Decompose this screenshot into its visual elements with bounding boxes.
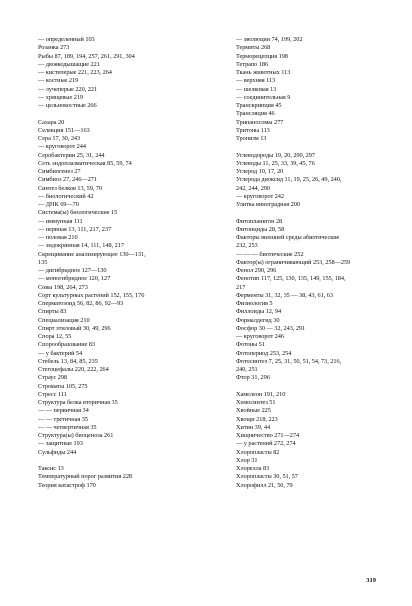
index-entry: — круговорот 242 xyxy=(236,192,284,200)
index-entry: 232, 253 xyxy=(236,242,258,250)
index-entry: Сеть эндоплазматическая 85, 59, 74 xyxy=(38,159,132,167)
index-entry: Тетрапо 186 xyxy=(236,60,269,68)
index-entry: Фотосинтез 7, 25, 31, 50, 51, 54, 73, 216, xyxy=(236,357,342,365)
index-entry: — моногибридное 120, 127 xyxy=(38,275,111,283)
index-gap xyxy=(236,383,386,391)
index-entry: Сперматозоид 56, 82, 86, 92—93 xyxy=(38,300,124,307)
index-entry: — двоякодышащие 221 xyxy=(38,60,100,68)
index-entry: — эволюции 74, 199, 202 xyxy=(236,36,303,43)
index-entry: Физиология 5 xyxy=(236,300,273,307)
index-entry: — биологический 42 xyxy=(38,192,94,200)
index-entry: Углерод 10, 17, 20 xyxy=(236,168,284,175)
index-entry: Фотопериод 253, 254 xyxy=(236,349,292,357)
index-entry: Спора 12, 55 xyxy=(38,333,72,340)
index-entry: Фенол 290, 296 xyxy=(236,267,277,274)
index-entry: Сера 17, 30, 243 xyxy=(38,135,81,142)
index-entry: 242, 244, 290 xyxy=(236,184,270,192)
index-entry: Система(ы) биологические 15 xyxy=(38,209,118,217)
index-entry: Симбиоз 27, 246—271 xyxy=(38,176,98,184)
index-entry: Фактор(ы) ограничивающий 253, 258—259 xyxy=(236,258,351,266)
index-entry: Селекция 151—163 xyxy=(38,126,90,134)
index-entry: Фотоны 51 xyxy=(236,341,265,349)
index-entry: Углерода диоксид 11, 19, 25, 26, 49, 240, xyxy=(236,176,342,184)
index-entry: Фенотип 117, 125, 130, 135, 149, 155, 184, xyxy=(236,275,346,283)
page-number: 319 xyxy=(366,577,376,584)
index-column-left xyxy=(38,36,216,490)
index-entry: Стебель 13, 84, 85, 235 xyxy=(38,357,98,365)
index-entry: Серобактерии 25, 31, 244 xyxy=(38,151,105,159)
index-entry: — — первичная 34 xyxy=(38,407,89,415)
index-entry: — половая 210 xyxy=(38,234,78,241)
index-entry: Теория катастроф 170 xyxy=(38,481,96,489)
index-entry: — нервная 13, 111, 217, 237 xyxy=(38,225,112,233)
index-gap xyxy=(38,110,216,118)
index-entry: Структура белка вторичная 35 xyxy=(38,399,118,406)
index-entry: Трансляция 46 xyxy=(236,110,275,118)
index-entry: — иммунная 111 xyxy=(38,217,83,225)
index-entry: Скрещивание анализирующее 130—131, xyxy=(38,250,146,258)
index-entry: — цельнокостные 266 xyxy=(38,102,97,109)
index-entry: — круговорот 246 xyxy=(236,333,284,340)
index-entry: Трипаносомы 277 xyxy=(236,118,284,126)
index-entry: Розанка 273 xyxy=(38,44,70,52)
index-entry: — определенный 103 xyxy=(38,36,95,43)
index-entry: Хамелеон 191, 210 xyxy=(236,390,286,398)
index-entry: — кистеперые 221, 223, 264 xyxy=(38,69,112,76)
index-entry: — эндокринная 14, 111, 148, 217 xyxy=(38,242,124,250)
index-entry: Стресс 111 xyxy=(38,390,67,398)
index-entry: Хвощи 218, 223 xyxy=(236,415,278,423)
index-gap xyxy=(236,209,386,217)
index-gap xyxy=(38,457,216,465)
index-entry: Углеводы 11, 25, 33, 39, 45, 76 xyxy=(236,159,315,167)
index-entry: Фтор 31, 296 xyxy=(236,374,270,382)
index-entry: Спорообразование 83 xyxy=(38,341,96,349)
index-entry: Спирт этиловый 30, 49, 296 xyxy=(38,324,111,332)
index-entry: Стегоцефалы 220, 222, 264 xyxy=(38,366,109,373)
index-entry: Хлорелла 83 xyxy=(236,465,270,472)
index-entry: Симбиогенез 27 xyxy=(38,168,81,175)
index-entry: 135 xyxy=(38,258,48,266)
index-entry: Рыбы 87, 189, 194, 257, 261, 291, 304 xyxy=(38,52,135,60)
index-entry: Синтез белков 13, 59, 70 xyxy=(38,184,103,192)
index-entry: Сахара 20 xyxy=(38,118,65,126)
index-entry: Температурный порог развития 228 xyxy=(38,473,133,481)
index-entry: — защитные 193 xyxy=(38,440,83,448)
index-entry: — у растений 272, 274 xyxy=(236,440,296,448)
index-entry: Таксис 13 xyxy=(38,465,64,472)
index-entry: — ДНК 69—70 xyxy=(38,201,79,208)
index-entry: — соединительная 9 xyxy=(236,93,291,101)
index-entry: Филлоиды 12, 94 xyxy=(236,308,282,316)
index-entry: Страус 298 xyxy=(38,374,68,382)
index-entry: Совы 198, 264, 273 xyxy=(38,283,88,291)
index-entry: Хлоропласты 30, 51, 57 xyxy=(236,473,298,481)
index-entry: Факторы внешней среды абиотические xyxy=(236,234,340,241)
index-entry: — верхняя 113 xyxy=(236,77,276,85)
index-entry: Спирты 83 xyxy=(38,308,67,316)
index-entry: Хемосинтез 51 xyxy=(236,399,276,406)
index-entry: Фитонциды 28, 58 xyxy=(236,225,285,233)
index-column-right xyxy=(236,36,386,490)
index-entry: Фитопланктон 28 xyxy=(236,217,283,225)
index-entry: Улитка виноградная 200 xyxy=(236,201,300,208)
index-entry: Хлорофилл 21, 50, 79 xyxy=(236,481,293,489)
index-entry: Строматы 105, 275 xyxy=(38,382,88,390)
index-entry: Хлор 31 xyxy=(236,456,258,464)
index-entry: Сульфиды 244 xyxy=(38,448,77,456)
index-entry: Формалдегид 30 xyxy=(236,316,280,324)
index-entry: Углеводороды 19, 20, 290, 297 xyxy=(236,151,315,159)
index-entry: — — четвертичная 35 xyxy=(38,423,97,431)
index-entry: Хищничество 271—274 xyxy=(236,432,300,439)
index-entry: — шелковая 13 xyxy=(236,85,277,93)
index-entry: — костные 219 xyxy=(38,77,79,85)
index-gap xyxy=(236,143,386,151)
index-entry: — дигибридное 127—130 xyxy=(38,267,107,274)
index-entry: — — третичная 35 xyxy=(38,415,88,423)
index-entry: Ферменты 31, 32, 35 — 38, 43, 61, 63 xyxy=(236,291,333,299)
index-entry: Структура(ы) биоценоза 261 xyxy=(38,432,114,439)
index-entry: — круговорот 244 xyxy=(38,143,86,151)
index-entry: Хвойные 225 xyxy=(236,407,271,415)
index-entry: Хлоропласты 82 xyxy=(236,448,280,456)
index-entry: Транскрипция 45 xyxy=(236,102,282,109)
index-entry: Фосфор 30 — 32, 243, 291 xyxy=(236,324,306,332)
index-entry: Хитин 39, 44 xyxy=(236,423,271,431)
index-entry: Специализация 210 xyxy=(38,316,90,324)
index-entry: Сорт культурных растений 152, 155, 176 xyxy=(38,291,145,299)
index-entry: 217 xyxy=(236,283,246,291)
index-entry: Термиты 268 xyxy=(236,44,271,52)
index-entry: — у бактерий 54 xyxy=(38,349,83,357)
index-entry: Ткань животных 113 xyxy=(236,69,291,76)
index-entry: Тропизм 13 xyxy=(236,135,267,142)
index-entry: Терморецепция 198 xyxy=(236,52,288,60)
index-entry: — лучеперые 220, 221 xyxy=(38,85,98,93)
index-entry: — хрящевые 219 xyxy=(38,93,84,101)
index-entry: — — — биотические 252 xyxy=(236,250,304,258)
index-entry: 240, 251 xyxy=(236,366,258,373)
index-entry: Тритоны 113 xyxy=(236,126,270,134)
